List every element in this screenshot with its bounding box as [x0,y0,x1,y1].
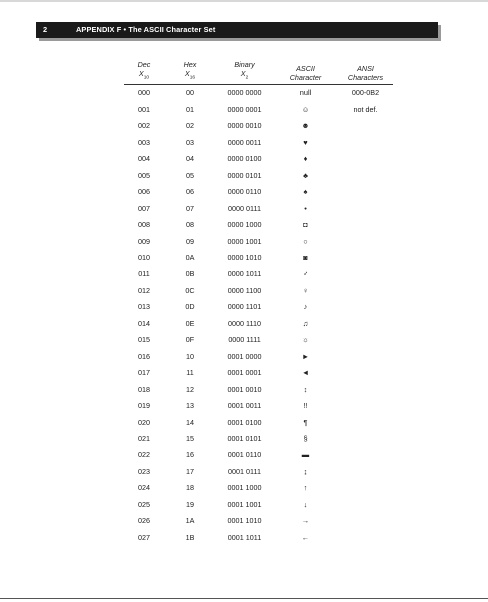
binary-cell: 0000 0110 [227,187,262,197]
ansi-cell [338,431,393,447]
ansi-cell [338,135,393,151]
hex-cell: 08 [186,220,194,230]
hex-cell: 09 [186,236,194,246]
binary-cell: 0000 0011 [227,137,262,147]
ascii-char-cell: ☺ [301,104,310,114]
hex-cell: 1B [185,532,195,542]
binary-cell: 0000 1011 [227,269,262,279]
binary-cell: 0000 1001 [227,236,262,246]
hex-cell: 04 [186,154,194,164]
binary-cell: 0000 0010 [227,121,262,131]
table-row [124,464,393,480]
ansi-cell [338,283,393,299]
binary-cell: 0000 0000 [227,88,262,98]
table-row [124,118,393,134]
table-row [124,365,393,381]
ascii-char-cell: § [303,433,308,443]
ansi-cell [338,513,393,529]
dec-cell: 013 [138,302,150,312]
table-row [124,332,393,348]
binary-cell: 0000 1110 [228,318,261,328]
dec-cell: 019 [138,401,150,411]
ascii-char-cell: ↕ [303,384,308,394]
ansi-cell [338,316,393,332]
dec-cell: 008 [138,220,150,230]
ascii-char-cell: ↨ [303,466,308,476]
hex-cell: 17 [186,466,194,476]
ascii-char-cell: ♠ [303,187,308,197]
hex-cell: 12 [186,384,194,394]
hex-cell: 07 [186,203,194,213]
table-row [124,480,393,496]
dec-cell: 007 [138,203,150,213]
dec-cell: 022 [138,450,150,460]
ascii-char-cell: ♦ [303,154,308,164]
table-row [124,398,393,414]
ascii-char-cell: ♥ [303,137,308,147]
col-header-binary-sub: 2 [245,75,249,81]
hex-cell: 19 [186,499,194,509]
table-row [124,530,393,546]
col-header-binary-var: X [240,69,246,78]
ascii-table [124,60,393,546]
ansi-cell [338,497,393,513]
dec-cell: 000 [138,88,150,98]
ascii-char-cell: → [301,516,310,526]
dec-cell: 025 [138,499,150,509]
ascii-char-cell: ♪ [303,302,308,312]
binary-cell: 0000 1000 [227,220,262,230]
dec-cell: 015 [138,335,150,345]
binary-cell: 0000 0001 [227,104,262,114]
ansi-cell [338,464,393,480]
dec-cell: 023 [138,466,150,476]
table-row [124,431,393,447]
table-row [124,201,393,217]
table-row [124,234,393,250]
dec-cell: 011 [138,269,150,279]
col-header-ascii [273,60,338,85]
ascii-table-body [124,85,393,546]
ansi-cell [338,398,393,414]
hex-cell: 0C [185,285,195,295]
dec-cell: 014 [138,318,150,328]
hex-cell: 0D [185,302,195,312]
table-row [124,497,393,513]
binary-cell: 0001 0011 [227,401,262,411]
hex-cell: 05 [186,170,194,180]
ascii-char-cell: ♂ [302,269,309,279]
ansi-cell [338,382,393,398]
table-row [124,135,393,151]
dec-cell: 020 [138,417,150,427]
binary-cell: 0001 0010 [227,384,262,394]
table-row [124,447,393,463]
table-row [124,299,393,315]
col-header-ascii-line1: ASCII [296,64,315,74]
table-row [124,151,393,167]
binary-cell: 0001 0001 [227,368,262,378]
table-row [124,283,393,299]
dec-cell: 009 [138,236,150,246]
table-row [124,217,393,233]
ansi-cell [338,299,393,315]
table-row [124,168,393,184]
hex-cell: 14 [186,417,194,427]
running-header-title: APPENDIX F • The ASCII Character Set [76,25,216,34]
ascii-char-cell: ☼ [302,335,309,345]
table-row [124,102,393,118]
dec-cell: 016 [138,351,150,361]
ascii-char-cell: ► [301,351,310,361]
hex-cell: 0A [185,252,195,262]
binary-cell: 0001 0000 [227,351,262,361]
hex-cell: 13 [186,401,194,411]
col-header-hex-var: X [184,69,190,78]
ansi-cell [338,250,393,266]
ansi-cell: not def. [353,104,378,114]
binary-cell: 0000 0111 [228,203,261,213]
binary-cell: 0000 0101 [227,170,262,180]
binary-cell: 0000 1111 [228,335,261,345]
ascii-char-cell: ♫ [302,318,309,328]
ascii-char-cell: ◙ [303,252,308,262]
col-header-binary-label: Binary [234,60,255,69]
col-header-dec-label: Dec [137,60,151,69]
hex-cell: 0B [185,269,195,279]
hex-cell: 16 [186,450,194,460]
ascii-char-cell: ☻ [301,121,310,131]
ascii-char-cell: ↑ [303,483,308,493]
ascii-char-cell: • [304,203,307,213]
table-row [124,349,393,365]
hex-cell: 06 [186,187,194,197]
dec-cell: 003 [138,137,150,147]
ascii-char-cell: ♀ [302,285,309,295]
header-row [124,60,393,85]
col-header-dec-var: X [138,69,144,78]
dec-cell: 006 [138,187,150,197]
table-row [124,184,393,200]
hex-cell: 01 [186,104,194,114]
hex-cell: 11 [186,368,194,378]
col-header-hex-label: Hex [183,60,197,69]
binary-cell: 0001 0111 [228,466,261,476]
dec-cell: 012 [138,285,150,295]
ansi-cell [338,118,393,134]
table-row [124,266,393,282]
hex-cell: 03 [186,137,194,147]
ascii-char-cell: ↓ [303,499,308,509]
col-header-hex-sub: 16 [189,75,196,81]
dec-cell: 017 [138,368,150,378]
ascii-char-cell: ▬ [301,450,310,460]
table-row [124,85,393,102]
dec-cell: 001 [138,104,150,114]
ascii-char-cell: ◄ [301,368,310,378]
dec-cell: 002 [138,121,150,131]
table-row [124,382,393,398]
ansi-cell [338,332,393,348]
ascii-char-cell: ‼ [303,401,308,411]
col-header-ansi-line1: ANSI [357,64,374,74]
binary-cell: 0000 0100 [227,154,262,164]
dec-cell: 024 [138,483,150,493]
ascii-char-cell: ○ [303,236,308,246]
ascii-char-cell: ◘ [303,220,308,230]
ansi-cell [338,234,393,250]
col-header-ansi-line2: Characters [347,73,384,83]
ansi-cell [338,217,393,233]
binary-cell: 0001 1001 [227,499,262,509]
ascii-char-cell: null [299,88,312,98]
dec-cell: 018 [138,384,150,394]
binary-cell: 0001 1000 [227,483,262,493]
hex-cell: 0F [185,335,195,345]
binary-cell: 0001 0101 [227,433,262,443]
bottom-page-rule [0,598,488,599]
dec-cell: 021 [138,433,150,443]
table-row [124,316,393,332]
ansi-cell [338,184,393,200]
ansi-cell [338,415,393,431]
hex-cell: 18 [186,483,194,493]
dec-cell: 010 [138,252,150,262]
ansi-cell [338,266,393,282]
ascii-char-cell: ← [301,532,310,542]
table-row [124,250,393,266]
hex-cell: 1A [185,516,195,526]
dec-cell: 005 [138,170,150,180]
hex-cell: 10 [186,351,194,361]
ascii-char-cell: ¶ [303,417,308,427]
ansi-cell [338,480,393,496]
col-header-binary [216,60,273,85]
hex-cell: 15 [186,433,194,443]
binary-cell: 0001 0100 [227,417,262,427]
table-row [124,415,393,431]
binary-cell: 0001 1011 [227,532,262,542]
dec-cell: 026 [138,516,150,526]
binary-cell: 0000 1010 [227,252,262,262]
page-number: 2 [43,25,48,34]
running-header [36,22,438,38]
ansi-cell [338,168,393,184]
hex-cell: 02 [186,121,194,131]
hex-cell: 0E [185,318,195,328]
ansi-cell: 000-0B2 [351,88,380,98]
ascii-char-cell: ♣ [303,170,308,180]
ansi-cell [338,447,393,463]
col-header-dec-sub: 10 [143,75,150,81]
ansi-cell [338,349,393,365]
col-header-hex [164,60,216,85]
col-header-dec [124,60,164,85]
binary-cell: 0001 1010 [227,516,262,526]
table-row [124,513,393,529]
dec-cell: 004 [138,154,150,164]
ansi-cell [338,365,393,381]
ansi-cell [338,151,393,167]
top-page-rule [0,0,488,2]
binary-cell: 0000 1100 [227,285,262,295]
dec-cell: 027 [138,532,150,542]
col-header-ascii-line2: Character [289,73,322,83]
ansi-cell [338,201,393,217]
binary-cell: 0001 0110 [227,450,262,460]
col-header-ansi [338,60,393,85]
ascii-table-header [124,60,393,85]
binary-cell: 0000 1101 [227,302,262,312]
hex-cell: 00 [186,88,194,98]
ansi-cell [338,530,393,546]
